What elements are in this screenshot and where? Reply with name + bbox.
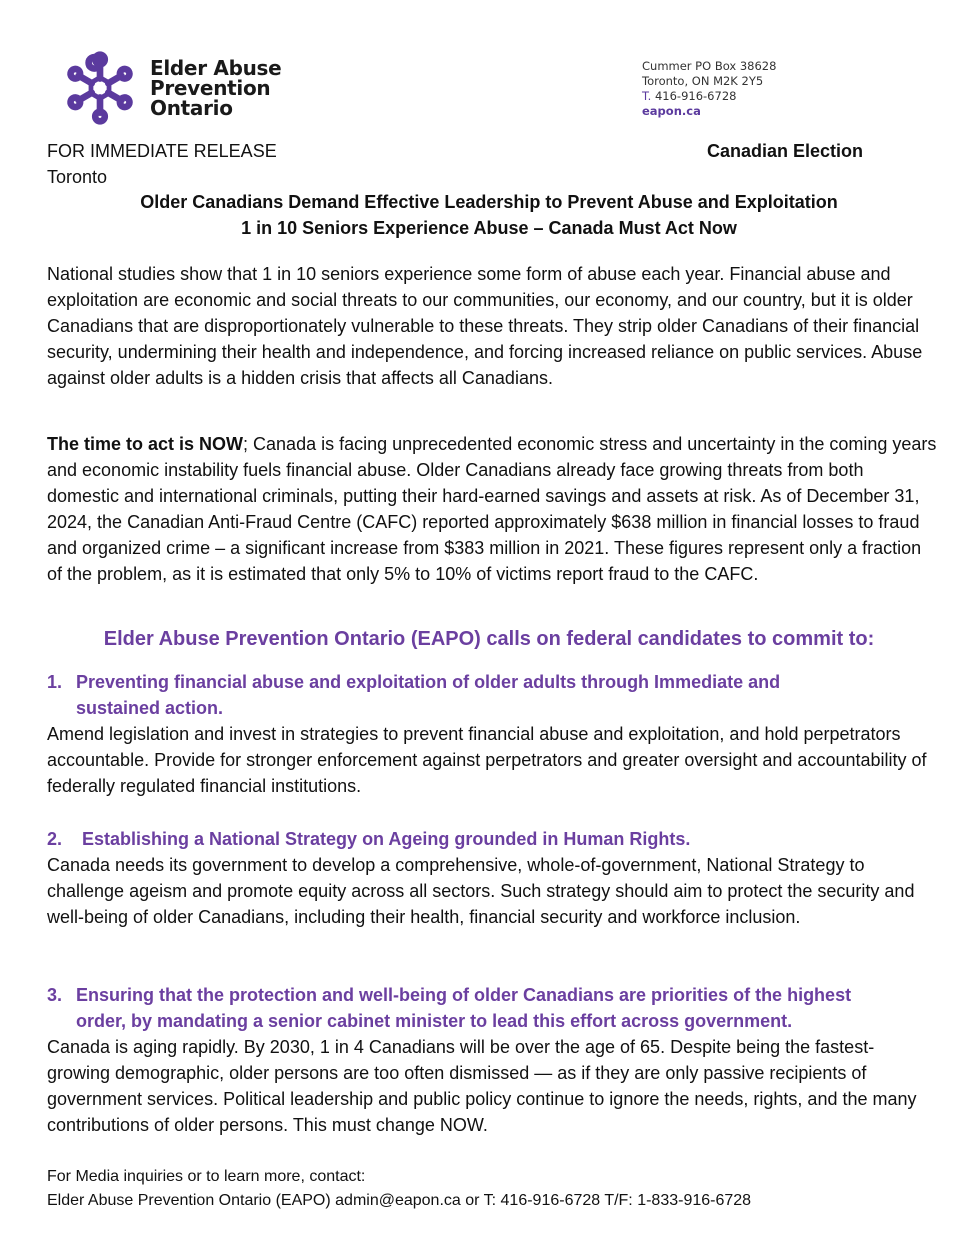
main-headline: Older Canadians Demand Effective Leadership to Prevent Abuse and Exploitation — [140, 192, 838, 212]
logo-line-2: Prevention — [150, 76, 271, 100]
release-city: Toronto — [47, 167, 108, 187]
address-line-2: Toronto, ON M2K 2Y5 — [642, 74, 764, 88]
phone-prefix: T. — [642, 89, 652, 103]
mailing-address — [642, 59, 776, 119]
commitment-title-line: Preventing financial abuse and exploitation of older adults through Immediate and — [76, 672, 781, 692]
sub-headline: 1 in 10 Seniors Experience Abuse – Canada Must Act Now — [241, 218, 737, 238]
ribbon-snowflake-logo-icon — [62, 48, 138, 128]
commitment-title-line: Ensuring that the protection and well-being of older Canadians are priorities of the highest — [76, 985, 852, 1005]
media-contact-intro: For Media inquiries or to learn more, contact: — [47, 1168, 366, 1185]
calls-heading: Elder Abuse Prevention Ontario (EAPO) calls on federal candidates to commit to: — [103, 628, 875, 650]
commitment-2-title — [47, 826, 937, 852]
commitment-3-title — [47, 982, 937, 1034]
commitment-title-line: order, by mandating a senior cabinet minister to lead this effort across government. — [76, 1011, 793, 1031]
address-phone — [642, 89, 776, 104]
phone-number: 416-916-6728 — [654, 89, 737, 103]
commitment-number: 2. — [47, 829, 63, 849]
logo-wordmark — [150, 58, 281, 118]
urgency-emphasis: The time to act is NOW — [47, 434, 244, 454]
eapo-logo — [62, 48, 281, 128]
commitment-number: 3. — [47, 985, 63, 1005]
commitment-number: 1. — [47, 672, 63, 692]
urgency-paragraph — [47, 431, 937, 587]
commitment-2-text: Canada needs its government to develop a comprehensive, whole-of-government, National Strategy to challenge ageism and promote equity across all sectors. Such strategy should aim to protect the security and well-being of older Canadians, including their health, financial security and workforce inclusion. — [47, 855, 915, 927]
urgency-text: ; Canada is facing unprecedented economic stress and uncertainty in the coming years and economic instability fuels financial abuse. Older Canadians already face growing threats from both domestic and international criminals, putting their hard-earned savings and assets at risk. As of December 31, 2024, the Canadian Anti-Fraud Centre (CAFC) reported approximately $638 million in financial losses to fraud and organized crime – a significant increase from $383 million in 2021. These figures represent only a fraction of the problem, as it is estimated that only 5% to 10% of victims report fraud to the CAFC. — [47, 434, 937, 584]
commitment-1-text: Amend legislation and invest in strategies to prevent financial abuse and exploitation, and hold perpetrators accountable. Provide for stronger enforcement against perpetrators and greater oversight and accountability of federally regulated financial institutions. — [47, 724, 927, 796]
website-link[interactable]: eapon.ca — [642, 104, 701, 118]
commitment-title-line: Establishing a National Strategy on Ageing grounded in Human Rights. — [82, 829, 691, 849]
release-label: FOR IMMEDIATE RELEASE — [47, 141, 277, 161]
commitment-3-text: Canada is aging rapidly. By 2030, 1 in 4 Canadians will be over the age of 65. Despite being the fastest-growing demographic, older persons are too often dismissed — as if they are only passive recipients of government services. Political leadership and public policy continue to ignore the needs, rights, and the many contributions of older persons. This must change NOW. — [47, 1037, 917, 1135]
commitment-1-title — [47, 669, 937, 721]
media-contact-details: Elder Abuse Prevention Ontario (EAPO) admin@eapon.ca or T: 416-916-6728 T/F: 1-833-916-6728 — [47, 1192, 752, 1209]
commitment-title-line: sustained action. — [76, 698, 224, 718]
intro-paragraph: National studies show that 1 in 10 seniors experience some form of abuse each year. Financial abuse and exploitation are economic and social threats to our communities, our economy, and our country, but it is older Canadians that are disproportionately vulnerable to these threats. They strip older Canadians of their financial security, undermining their health and independence, and forcing increased reliance on public services. Abuse against older adults is a hidden crisis that affects all Canadians. — [47, 264, 923, 388]
release-category: Canadian Election — [706, 141, 863, 161]
logo-line-3: Ontario — [150, 96, 233, 120]
address-line-1: Cummer PO Box 38628 — [642, 59, 777, 73]
logo-line-1: Elder Abuse — [150, 56, 282, 80]
